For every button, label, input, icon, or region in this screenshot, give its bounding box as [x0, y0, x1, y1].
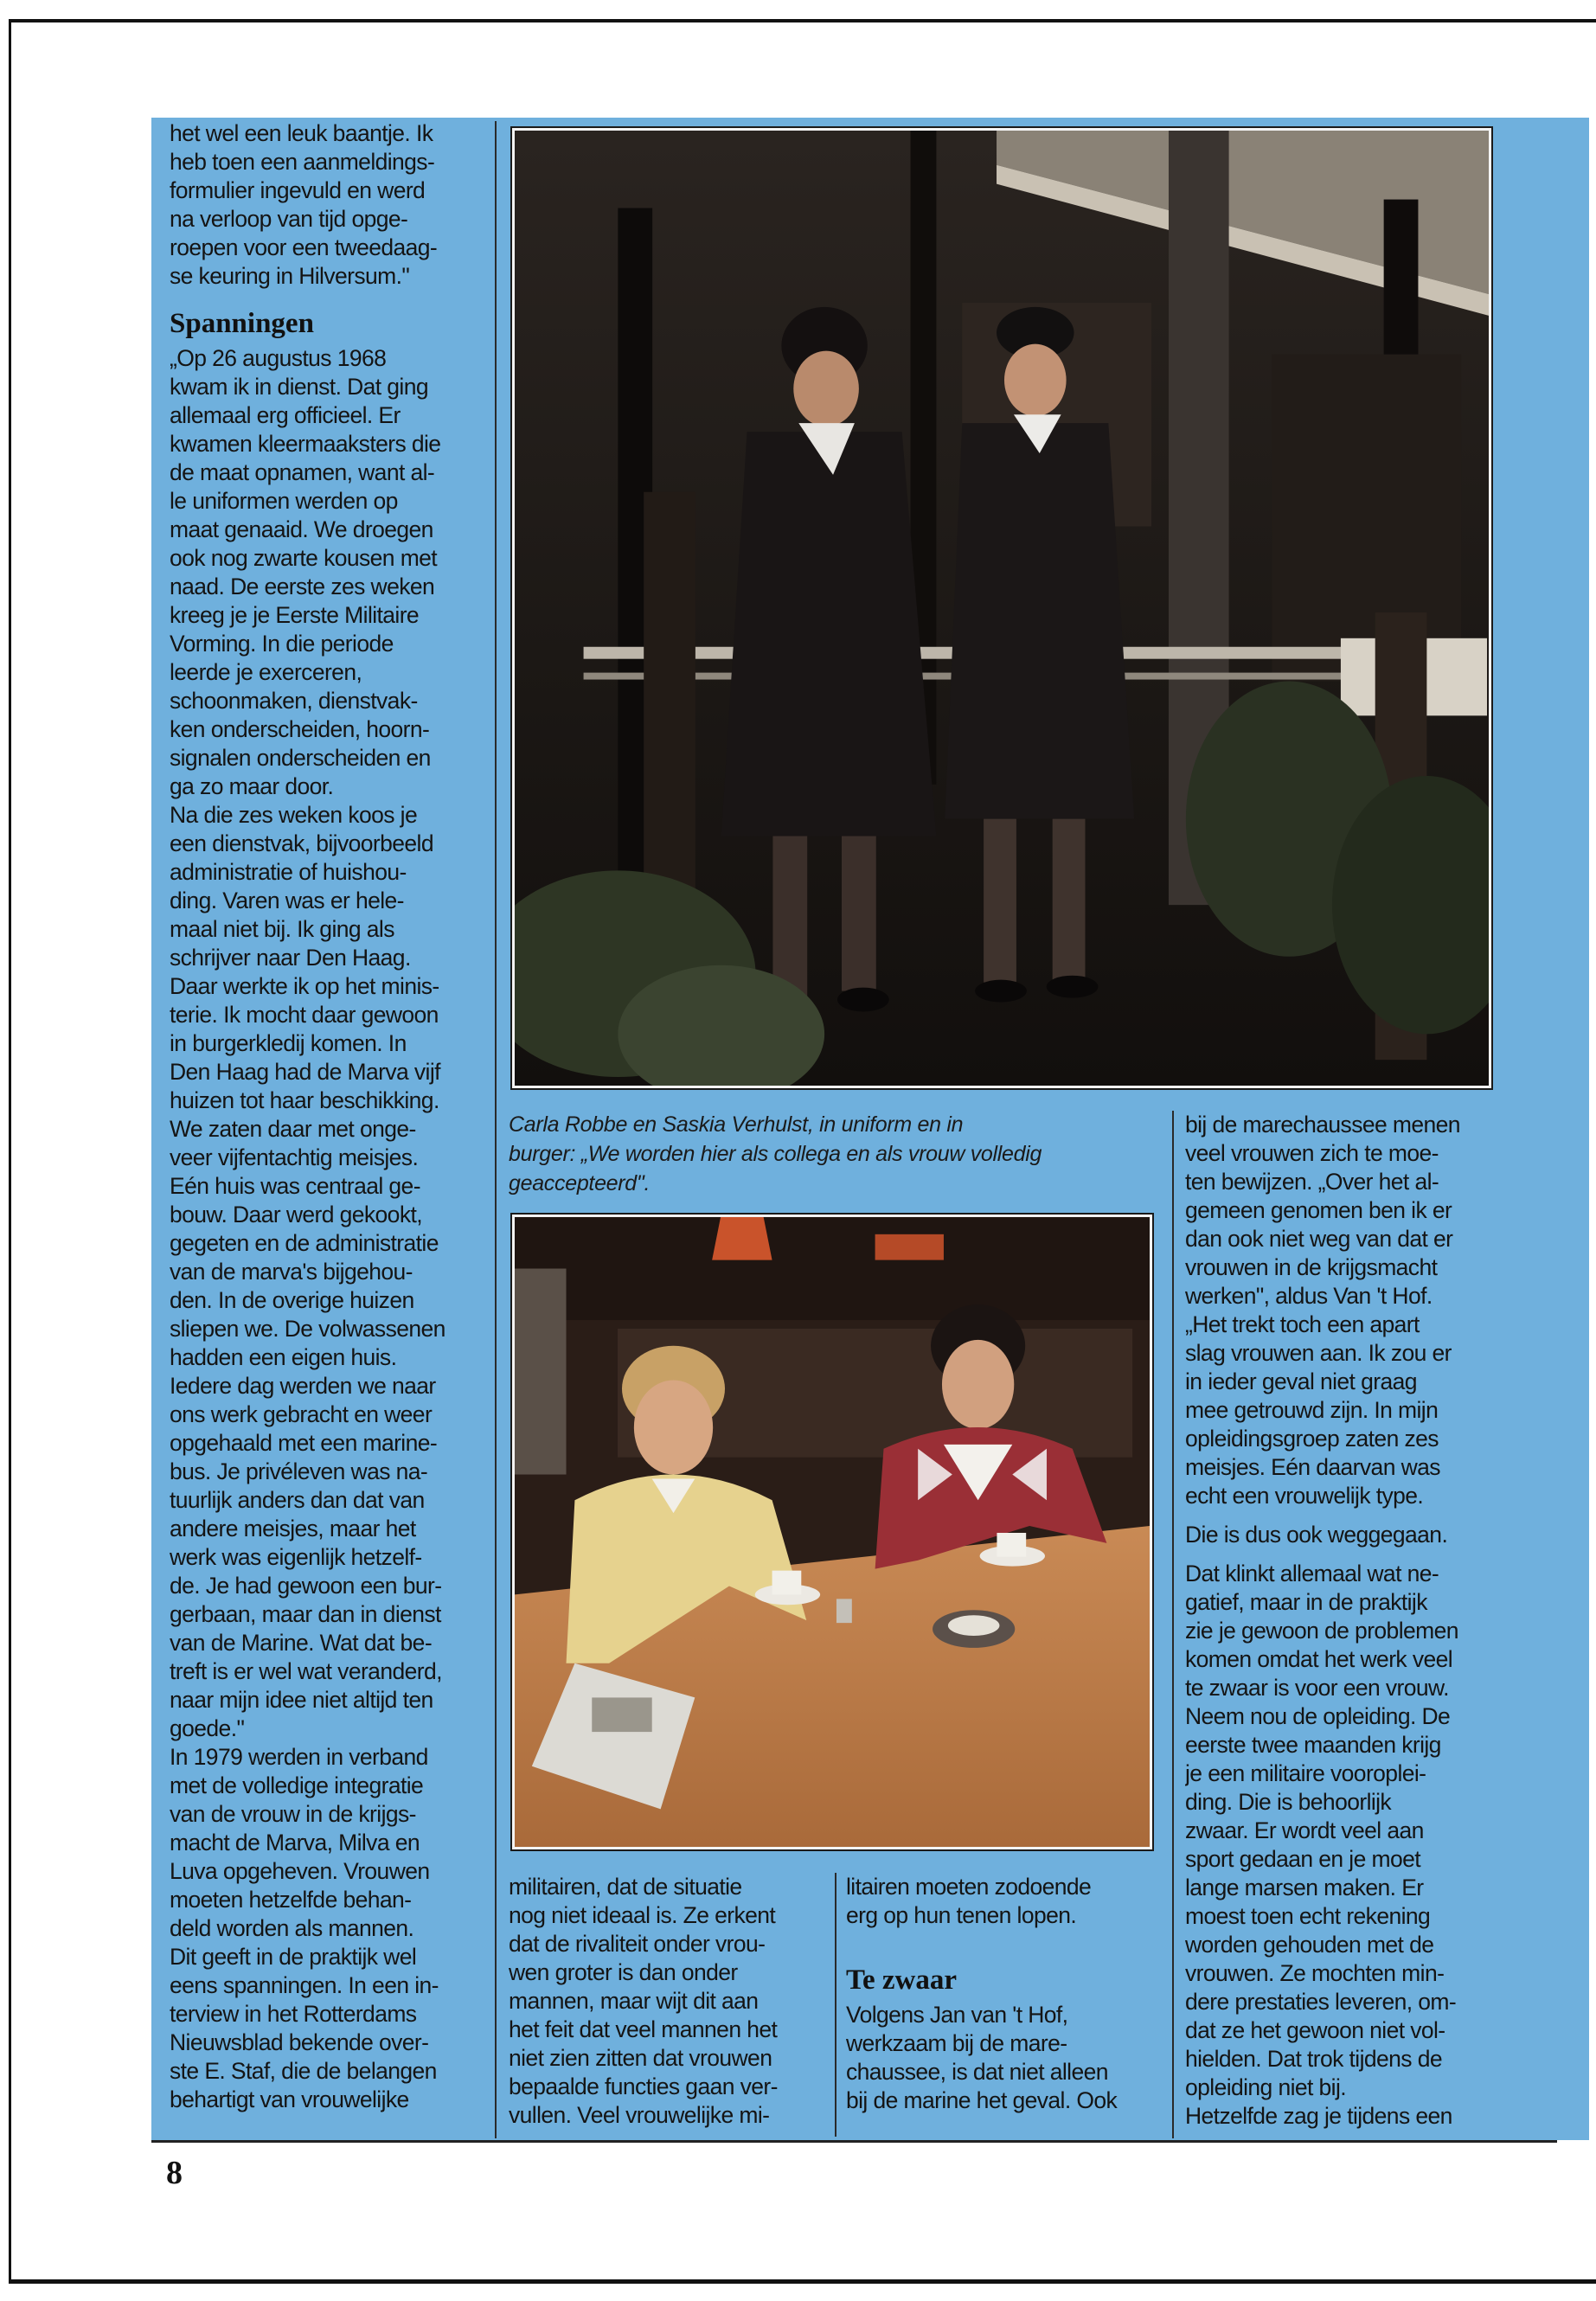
photo-women-in-civilian-clothes: [512, 1215, 1152, 1849]
text-line: allemaal erg officieel. Er: [170, 402, 401, 428]
text-line: met de volledige integratie: [170, 1772, 424, 1798]
text-line: veel vrouwen zich te moe-: [1185, 1140, 1439, 1166]
text-line: vrouwen. Ze mochten min-: [1185, 1960, 1445, 1986]
panel-bottom-rule: [151, 2140, 1557, 2143]
text-line: Na die zes weken koos je: [170, 802, 418, 828]
photo-canteen-illustration: [515, 1217, 1150, 1847]
text-line: werkzaam bij de mare-: [846, 2030, 1067, 2056]
text-line: hielden. Dat trok tijdens de: [1185, 2046, 1442, 2072]
text-line: „Op 26 augustus 1968: [170, 345, 387, 371]
text-line: ding. Varen was er hele-: [170, 888, 404, 913]
text-line: opleiding niet bij.: [1185, 2074, 1347, 2100]
text-line: zwaar. Er wordt veel aan: [1185, 1817, 1424, 1843]
text-line: de. Je had gewoon een bur-: [170, 1573, 442, 1599]
text-line: Luva opgeheven. Vrouwen: [170, 1858, 430, 1884]
paragraph-col5-3: [1185, 1560, 1498, 2131]
text-line: moest toen echt rekening: [1185, 1903, 1431, 1929]
page-number: 8: [166, 2155, 183, 2191]
text-line: bouw. Daar werd gekookt,: [170, 1202, 422, 1227]
text-line: opleidingsgroep zaten zes: [1185, 1426, 1439, 1452]
text-line: je een militaire vooroplei-: [1185, 1760, 1426, 1786]
paragraph-spanningen-2: [170, 801, 478, 1743]
text-line: opgehaald met een marine-: [170, 1430, 438, 1456]
text-line: wen groter is dan onder: [509, 1959, 738, 1985]
text-line: Iedere dag werden we naar: [170, 1373, 436, 1399]
text-line: het feit dat veel mannen het: [509, 2016, 778, 2042]
text-line: ste E. Staf, die de belangen: [170, 2058, 437, 2084]
paragraph-te-zwaar: [846, 2001, 1159, 2115]
text-line: gatief, maar in de praktijk: [1185, 1589, 1427, 1615]
text-line: treft is er wel wat veranderd,: [170, 1658, 442, 1684]
text-line: maal niet bij. Ik ging als: [170, 916, 394, 942]
text-line: Daar werkte ik op het minis-: [170, 973, 439, 999]
text-line: formulier ingevuld en werd: [170, 177, 426, 203]
text-line: het wel een leuk baantje. Ik: [170, 120, 433, 146]
text-line: tuurlijk anders dan dat van: [170, 1487, 425, 1513]
text-line: werken", aldus Van 't Hof.: [1185, 1283, 1433, 1309]
text-line: gemeen genomen ben ik er: [1185, 1197, 1452, 1223]
text-line: erg op hun tenen lopen.: [846, 1902, 1077, 1928]
text-line: de maat opnamen, want al-: [170, 459, 435, 485]
text-line: meisjes. Eén daarvan was: [1185, 1454, 1440, 1480]
text-line: litairen moeten zodoende: [846, 1874, 1092, 1900]
intro-paragraph: [170, 119, 478, 291]
text-line: ken onderscheiden, hoorn-: [170, 716, 430, 742]
text-line: terie. Ik mocht daar gewoon: [170, 1002, 439, 1028]
text-line: kwamen kleermaaksters die: [170, 431, 441, 457]
text-line: signalen onderscheiden en: [170, 745, 431, 771]
photo-women-in-uniform: [512, 128, 1491, 1088]
text-line: ding. Die is behoorlijk: [1185, 1789, 1392, 1815]
text-line: slag vrouwen aan. Ik zou er: [1185, 1340, 1452, 1366]
text-line: leerde je exerceren,: [170, 659, 362, 685]
text-line: maat genaaid. We droegen: [170, 516, 433, 542]
text-line: eerste twee maanden krijg: [1185, 1732, 1441, 1758]
text-line: Carla Robbe en Saskia Verhulst, in uniform en in: [509, 1112, 964, 1137]
text-line: te zwaar is voor een vrouw.: [1185, 1675, 1449, 1701]
text-line: bij de marine het geval. Ook: [846, 2087, 1118, 2113]
text-line: ons werk gebracht en weer: [170, 1401, 433, 1427]
text-line: ook nog zwarte kousen met: [170, 545, 438, 571]
section-heading-spanningen: Spanningen: [170, 308, 314, 339]
paragraph-col5-2: [1185, 1521, 1498, 1549]
text-line: den. In de overige huizen: [170, 1287, 414, 1313]
text-line: sliepen we. De volwassenen: [170, 1316, 445, 1342]
text-line: sport gedaan en je moet: [1185, 1846, 1421, 1872]
text-line: niet zien zitten dat vrouwen: [509, 2045, 772, 2071]
text-line: mannen, maar wijt dit aan: [509, 1988, 759, 2014]
text-line: Hetzelfde zag je tijdens een: [1185, 2103, 1452, 2129]
text-line: van de marva's bijgehou-: [170, 1259, 413, 1285]
text-line: zie je gewoon de problemen: [1185, 1618, 1458, 1644]
text-line: Die is dus ook weggegaan.: [1185, 1522, 1448, 1548]
text-line: bij de marechaussee menen: [1185, 1112, 1460, 1138]
text-line: veer vijfentachtig meisjes.: [170, 1144, 419, 1170]
text-line: schrijver naar Den Haag.: [170, 945, 411, 971]
text-line: Dit geeft in de praktijk wel: [170, 1944, 417, 1970]
text-line: Eén huis was centraal ge-: [170, 1173, 420, 1199]
text-line: burger: „We worden hier als collega en als vrouw volledig: [509, 1142, 1042, 1166]
text-line: moeten hetzelfde behan-: [170, 1887, 412, 1913]
text-line: gegeten en de administratie: [170, 1230, 439, 1256]
text-line: huizen tot haar beschikking.: [170, 1087, 439, 1113]
text-line: roepen voor een tweedaag-: [170, 234, 438, 260]
text-line: vrouwen in de krijgsmacht: [1185, 1254, 1438, 1280]
article-column-3: [509, 1873, 820, 2137]
section-heading-te-zwaar: Te zwaar: [846, 1965, 958, 1996]
text-line: Den Haag had de Marva vijf: [170, 1059, 440, 1085]
text-line: echt een vrouwelijk type.: [1185, 1483, 1424, 1509]
paragraph-spanningen-1: [170, 344, 478, 801]
text-line: Volgens Jan van 't Hof,: [846, 2002, 1068, 2028]
text-line: se keuring in Hilversum.": [170, 263, 410, 289]
text-line: in burgerkledij komen. In: [170, 1030, 407, 1056]
column-divider-1: [495, 121, 497, 2138]
text-line: mee getrouwd zijn. In mijn: [1185, 1397, 1439, 1423]
text-line: na verloop van tijd opge-: [170, 206, 408, 232]
article-column-4: [846, 1873, 1159, 2137]
text-line: „Het trekt toch een apart: [1185, 1311, 1420, 1337]
text-line: Neem nou de opleiding. De: [1185, 1703, 1451, 1729]
text-line: bepaalde functies gaan ver-: [509, 2073, 778, 2099]
text-line: komen omdat het werk veel: [1185, 1646, 1453, 1672]
text-line: Dat klinkt allemaal wat ne-: [1185, 1561, 1439, 1586]
column-divider-2: [835, 1873, 836, 2137]
text-line: kreeg je je Eerste Militaire: [170, 602, 420, 628]
text-line: Vorming. In die periode: [170, 631, 394, 657]
paragraph-continuation: [846, 1873, 1159, 1930]
text-line: een dienstvak, bijvoorbeeld: [170, 830, 433, 856]
text-line: geaccepteerd".: [509, 1171, 651, 1195]
text-line: andere meisjes, maar het: [170, 1516, 416, 1541]
text-line: ten bewijzen. „Over het al-: [1185, 1169, 1439, 1195]
text-line: vullen. Veel vrouwelijke mi-: [509, 2102, 770, 2128]
text-line: macht de Marva, Milva en: [170, 1830, 420, 1856]
text-line: worden gehouden met de: [1185, 1932, 1434, 1958]
text-line: dat ze het gewoon niet vol-: [1185, 2017, 1445, 2043]
text-line: naar mijn idee niet altijd ten: [170, 1687, 433, 1713]
text-line: ga zo maar door.: [170, 773, 334, 799]
text-line: terview in het Rotterdams: [170, 2001, 417, 2027]
text-line: militairen, dat de situatie: [509, 1874, 742, 1900]
text-line: dat de rivaliteit onder vrou-: [509, 1931, 766, 1957]
text-line: werk was eigenlijk hetzelf-: [170, 1544, 422, 1570]
text-line: heb toen een aanmeldings-: [170, 149, 435, 175]
text-line: hadden een eigen huis.: [170, 1344, 397, 1370]
text-line: deld worden als mannen.: [170, 1915, 414, 1941]
column-divider-3: [1172, 1873, 1174, 2137]
text-line: dere prestaties leveren, om-: [1185, 1989, 1457, 2015]
text-line: lange marsen maken. Er: [1185, 1875, 1424, 1900]
text-line: behartigt van vrouwelijke: [170, 2086, 409, 2112]
text-line: In 1979 werden in verband: [170, 1744, 428, 1770]
text-line: in ieder geval niet graag: [1185, 1368, 1417, 1394]
text-line: Nieuwsblad bekende over-: [170, 2029, 429, 2055]
text-line: bus. Je privéleven was na-: [170, 1458, 428, 1484]
text-line: kwam ik in dienst. Dat ging: [170, 374, 428, 400]
text-line: nog niet ideaal is. Ze erkent: [509, 1902, 776, 1928]
article-column-5: [1185, 1111, 1498, 2138]
text-line: naad. De eerste zes weken: [170, 574, 435, 599]
photo-uniform-illustration: [515, 131, 1489, 1086]
text-line: eens spanningen. In een in-: [170, 1972, 439, 1998]
text-line: van de Marine. Wat dat be-: [170, 1630, 433, 1656]
text-line: le uniformen werden op: [170, 488, 398, 514]
text-line: chaussee, is dat niet alleen: [846, 2059, 1108, 2085]
text-line: We zaten daar met onge-: [170, 1116, 416, 1142]
paragraph-col5-1: [1185, 1111, 1498, 1510]
text-line: schoonmaken, dienstvak-: [170, 688, 418, 714]
article-column-1: [170, 119, 478, 2135]
text-line: van de vrouw in de krijgs-: [170, 1801, 416, 1827]
paragraph-spanningen-3: [170, 1743, 478, 2114]
photo-caption: [509, 1110, 1149, 1198]
text-line: gerbaan, maar dan in dienst: [170, 1601, 441, 1627]
text-line: administratie of huishou-: [170, 859, 407, 885]
text-line: dan ook niet weg van dat er: [1185, 1226, 1453, 1252]
text-line: goede.": [170, 1715, 245, 1741]
